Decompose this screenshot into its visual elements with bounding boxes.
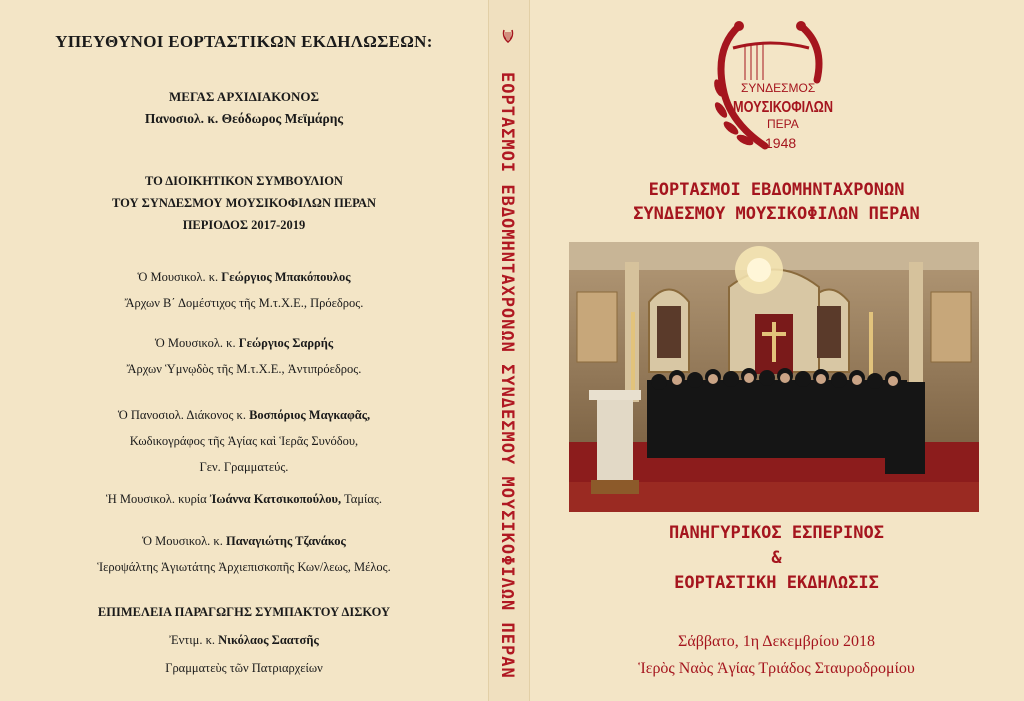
choir-photograph <box>569 242 979 512</box>
member-name: Γεώργιος Μπακόπουλος <box>221 270 351 284</box>
member-prefix: Ὁ Μουσικολ. κ. <box>154 336 239 350</box>
logo-year: 1948 <box>765 135 797 151</box>
member-name: Παναγιώτης Τζανάκος <box>225 534 346 548</box>
back-cover <box>0 0 488 701</box>
member-block-5 <box>0 528 488 580</box>
spine <box>488 0 530 701</box>
member-prefix: Ὁ Μουσικολ. κ. <box>137 270 222 284</box>
production-name-line <box>0 626 488 654</box>
member-prefix: Ὁ Πανοσιολ. Διάκονος κ. <box>117 408 250 422</box>
production-name: Νικόλαος Σαατσῆς <box>218 633 319 647</box>
front-title-line1: ΕΟΡΤΑΣΜΟΙ ΕΒΔΟΜΗΝΤΑΧΡΟΝΩΝ <box>648 180 905 200</box>
board-line2: ΤΟΥ ΣΥΝΔΕΣΜΟΥ ΜΟΥΣΙΚΟΦΙΛΩΝ ΠΕΡΑΝ <box>111 196 377 210</box>
subtitle-block <box>529 521 1024 596</box>
front-title-line2: ΣΥΝΔΕΣΜΟΥ ΜΟΥΣΙΚΟΦΙΛΩΝ ΠΕΡΑΝ <box>633 204 920 224</box>
spine-title: ΕΟΡΤΑΣΜΟΙ ΕΒΔΟΜΗΝΤΑΧΡΟΝΩΝ ΣΥΝΔΕΣΜΟΥ ΜΟΥΣΙΚΟΦΙΛΩΝ ΠΕΡΑΝ <box>497 72 517 679</box>
member-name-line <box>0 402 488 428</box>
member-block-1 <box>0 264 488 316</box>
member-name: Βοσπόριος Μαγκαφᾶς, <box>249 408 371 422</box>
archdeacon-role: ΜΕΓΑΣ ΑΡΧΙΔΙΑΚΟΝΟΣ <box>169 89 319 104</box>
member-name-line <box>0 330 488 356</box>
member-desc-2: Γεν. Γραμματεύς. <box>199 460 289 474</box>
logo-line2: ΜΟΥΣΙΚΟΦΙΛΩΝ <box>733 99 833 116</box>
event-info <box>529 628 1024 682</box>
event-venue: Ἱερὸς Ναὸς Ἁγίας Τριάδος Σταυροδρομίου <box>638 660 915 677</box>
subtitle-line1: ΠΑΝΗΓΥΡΙΚΟΣ ΕΣΠΕΡΙΝΟΣ <box>669 523 884 543</box>
logo-line1: ΣΥΝΔΕΣΜΟΣ <box>741 81 816 95</box>
front-title <box>529 178 1024 226</box>
member-name-line <box>0 528 488 554</box>
production-block <box>0 598 488 682</box>
member-block-4 <box>0 486 488 512</box>
member-block-2 <box>0 330 488 382</box>
subtitle-ampersand: & <box>771 548 782 568</box>
member-name: Ἰωάννα Κατσικοπούλου, <box>209 492 342 506</box>
member-desc: Κωδικογράφος τῆς Ἁγίας καὶ Ἱερᾶς Συνόδου, <box>129 434 359 448</box>
subtitle-line2: ΕΟΡΤΑΣΤΙΚΗ ΕΚΔΗΛΩΣΙΣ <box>674 573 879 593</box>
member-desc: Ἱεροψάλτης Ἁγιωτάτης Ἀρχιεπισκοπῆς Κων/λεως, Μέλος. <box>97 560 391 574</box>
production-desc: Γραμματεὺς τῶν Πατριαρχείων <box>165 661 323 675</box>
member-desc: Ἄρχων Ὑμνῳδὸς τῆς Μ.τ.Χ.Ε., Ἀντιπρόεδρος. <box>126 362 362 376</box>
archdeacon-block <box>0 86 488 130</box>
board-block <box>0 170 488 236</box>
spine-lyre-icon <box>501 28 515 44</box>
member-block-3 <box>0 402 488 480</box>
member-prefix: Ὁ Μουσικολ. κ. <box>142 534 226 548</box>
logo-line3: ΠΕΡΑ <box>767 117 799 131</box>
board-line3: ΠΕΡΙΟΔΟΣ 2017-2019 <box>182 218 306 232</box>
member-suffix: Ταμίας. <box>341 492 383 506</box>
lyre-logo-icon <box>705 18 835 158</box>
board-line1: ΤΟ ΔΙΟΙΚΗΤΙΚΟΝ ΣΥΜΒΟΥΛΙΟΝ <box>145 174 343 188</box>
event-date: Σάββατο, 1η Δεκεμβρίου 2018 <box>678 633 875 650</box>
front-cover <box>529 0 1024 701</box>
member-name-line <box>0 264 488 290</box>
member-prefix: Ἡ Μουσικολ. κυρία <box>105 492 210 506</box>
production-heading: ΕΠΙΜΕΛΕΙΑ ΠΑΡΑΓΩΓΗΣ ΣΥΜΠΑΚΤΟΥ ΔΙΣΚΟΥ <box>97 605 391 619</box>
member-name: Γεώργιος Σαρρής <box>238 336 334 350</box>
production-prefix: Ἐντιμ. κ. <box>169 633 219 647</box>
archdeacon-name: Πανοσιολ. κ. Θεόδωρος Μεϊμάρης <box>144 111 344 126</box>
member-name-line <box>0 486 488 512</box>
back-title: ΥΠΕΥΘΥΝΟΙ ΕΟΡΤΑΣΤΙΚΩΝ ΕΚΔΗΛΩΣΕΩΝ: <box>55 32 433 51</box>
member-desc: Ἄρχων Β΄ Δομέστιχος τῆς Μ.τ.Χ.Ε., Πρόεδρος. <box>124 296 364 310</box>
